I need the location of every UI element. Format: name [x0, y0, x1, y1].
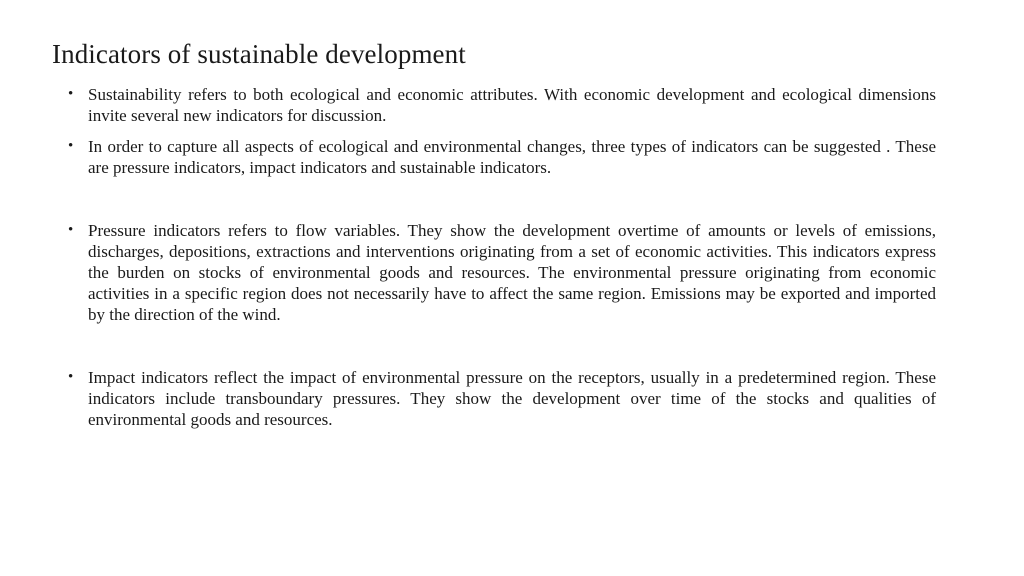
bullet-item [68, 367, 936, 430]
bullet-text: Sustainability refers to both ecological and economic attributes. With economic development and ecological dimensions invite several new indicators for discussion. [88, 85, 936, 125]
bullet-item [68, 136, 936, 178]
bullet-text: Impact indicators reflect the impact of environmental pressure on the receptors, usually in a predetermined region. These indicators include transboundary pressures. They show the development over time of the stocks and qualities of environmental goods and resources. [88, 368, 936, 429]
bullet-item [68, 84, 936, 126]
bullet-text: In order to capture all aspects of ecological and environmental changes, three types of indicators can be suggested . These are pressure indicators, impact indicators and sustainable indicators. [88, 137, 936, 177]
bullet-item [68, 220, 936, 325]
bullet-dot-icon: • [68, 369, 74, 385]
slide-title: Indicators of sustainable development [52, 39, 466, 69]
bullet-dot-icon: • [68, 222, 74, 238]
bullet-dot-icon: • [68, 138, 74, 154]
bullet-dot-icon: • [68, 86, 74, 102]
bullet-text: Pressure indicators refers to flow variables. They show the development overtime of amounts or levels of emissions, discharges, depositions, extractions and interventions originating from a set of economic activities. This indicators express the burden on stocks of environmental goods and resources. The environmental pressure originating from economic activities in a specific region does not necessarily have to affect the same region. Emissions may be exported and imported by the direction of the wind. [88, 221, 936, 324]
bullet-list [68, 84, 936, 430]
